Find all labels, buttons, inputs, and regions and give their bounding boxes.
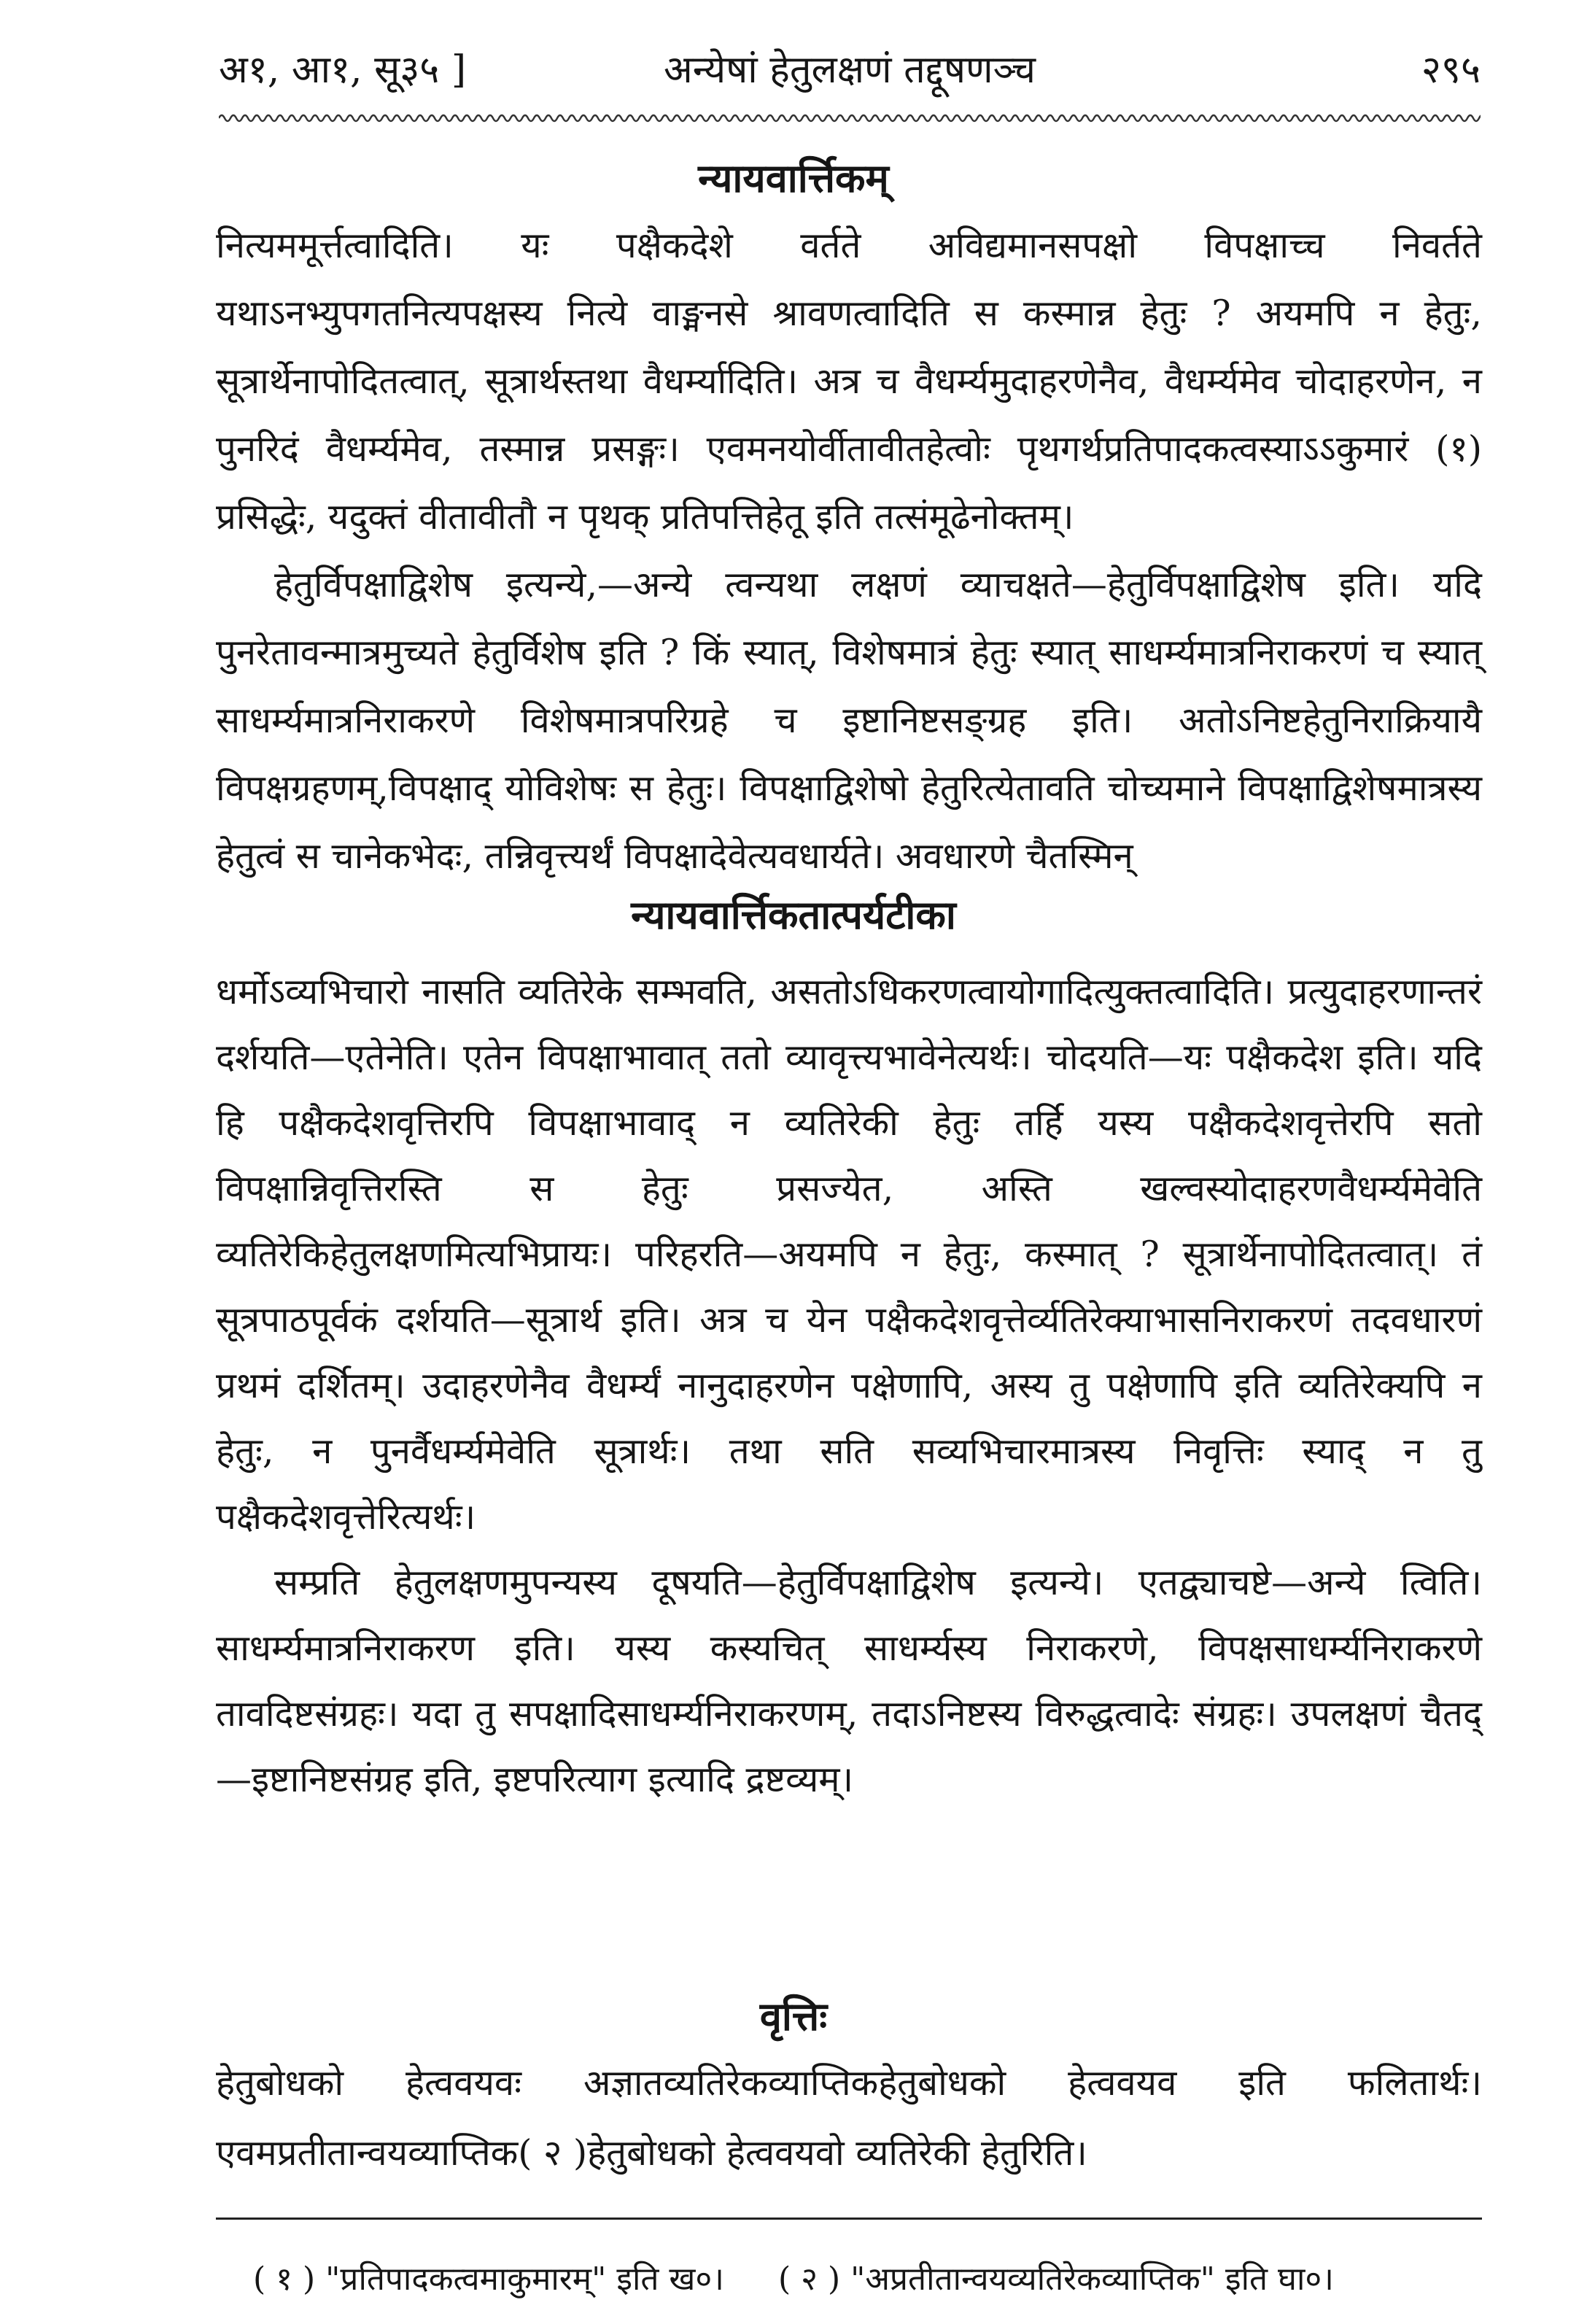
section-body-vritti [216,2048,1482,2188]
paragraph: हेतुर्विपक्षाद्विशेष इत्यन्ये,—अन्ये त्वन्यथा लक्षणं व्याचक्षते—हेतुर्विपक्षाद्विशेष इति। यदि पुनरेतावन्मात्रमुच्यते हेतुर्विशेष इति ? किं स्यात्, विशेषमात्रं हेतुः स्यात् साधर्म्यमात्रनिराकरणं च स्यात् साधर्म्यमात्रनिराकरणे विशेषमात्रपरिग्रहे च इष्टानिष्टसङ्ग्रह इति। अतोऽनिष्टहेतुनिराक्रियायै विपक्षग्रहणम्,विपक्षाद् योविशेषः स हेतुः। विपक्षाद्विशेषो हेतुरित्येतावति चोच्यमाने विपक्षाद्विशेषमात्रस्य हेतुत्वं स चानेकभेदः, तन्निवृत्त्यर्थं विपक्षादेवेत्यवधार्यते। अवधारणे चैतस्मिन् [216,564,1482,877]
footnote: ( १ ) "प्रतिपादकत्वमाकुमारम्" इति ख०। [253,2261,724,2298]
footnote: ( २ ) "अप्रतीतान्वयव्यतिरेकव्याप्तिक" इति घा०। [777,2261,1334,2298]
footnote-separator [216,2218,1482,2220]
section-heading-tika: न्यायवार्त्तिकतात्पर्यटीका [631,891,956,938]
header-title: अन्येषां हेतुलक्षणं तद्दूषणञ्च [663,48,1036,92]
section-body-tika [216,959,1482,1813]
running-header [219,42,1481,101]
header-section-ref: अ१, आ१, सू३५ ] [219,48,467,92]
paragraph: नित्यममूर्त्तत्वादिति। यः पक्षैकदेशे वर्तते अविद्यमानसपक्षो विपक्षाच्च निवर्तते यथाऽनभ्युपगतनित्यपक्षस्य नित्ये वाङ्मनसे श्रावणत्वादिति स कस्मान्न हेतुः ? अयमपि न हेतुः, सूत्रार्थेनापोदितत्वात्, सूत्रार्थस्तथा वैधर्म्यादिति। अत्र च वैधर्म्यमुदाहरणेनैव, वैधर्म्यमेव चोदाहरणेन, न पुनरिदं वैधर्म्यमेव, तस्मान्न प्रसङ्गः। एवमनयोर्वीतावीतहेत्वोः पृथगर्थप्रतिपादकत्वस्याऽऽकुमारं (१) प्रसिद्धेः, यदुक्तं वीतावीतौ न पृथक् प्रतिपत्तिहेतू इति तत्संमूढेनोक्तम्। [216,225,1482,538]
page-number: २९५ [1421,48,1481,92]
paragraph: धर्मोऽव्यभिचारो नासति व्यतिरेके सम्भवति, असतोऽधिकरणत्वायोगादित्युक्तत्वादिति। प्रत्युदाहरणान्तरं दर्शयति—एतेनेति। एतेन विपक्षाभावात् ततो व्यावृत्त्यभावेनेत्यर्थः। चोदयति—यः पक्षैकदेश इति। यदि हि पक्षैकदेशवृत्तिरपि विपक्षाभावाद् न व्यतिरेकी हेतुः तर्हि यस्य पक्षैकदेशवृत्तेरपि सतो विपक्षान्निवृत्तिरस्ति स हेतुः प्रसज्येत, अस्ति खल्वस्योदाहरणवैधर्म्यमेवेति व्यतिरेकिहेतुलक्षणमित्यभिप्रायः। परिहरति—अयमपि न हेतुः, कस्मात् ? सूत्रार्थेनापोदितत्वात्। तं सूत्रपाठपूर्वकं दर्शयति—सूत्रार्थ इति। अत्र च येन पक्षैकदेशवृत्तेर्व्यतिरेक्याभासनिराकरणं तदवधारणं प्रथमं दर्शितम्। उदाहरणेनैव वैधर्म्यं नानुदाहरणेन पक्षेणापि, अस्य तु पक्षेणापि इति व्यतिरेक्यपि न हेतुः, न पुनर्वैधर्म्यमेवेति सूत्रार्थः। तथा सति सव्यभिचारमात्रस्य निवृत्तिः स्याद् न तु पक्षैकदेशवृत्तेरित्यर्थः। [216,971,1482,1538]
section-body-vartika [216,212,1482,890]
paragraph: सम्प्रति हेतुलक्षणमुपन्यस्य दूषयति—हेतुर्विपक्षाद्विशेष इत्यन्ये। एतद्व्याचष्टे—अन्ये त्विति। साधर्म्यमात्रनिराकरण इति। यस्य कस्यचित् साधर्म्यस्य निराकरणे, विपक्षसाधर्म्यनिराकरणे तावदिष्टसंग्रहः। यदा तु सपक्षादिसाधर्म्यनिराकरणम्, तदाऽनिष्टस्य विरुद्धत्वादेः संग्रहः। उपलक्षणं चैतद्—इष्टानिष्टसंग्रह इति, इष्टपरित्याग इत्यादि द्रष्टव्यम्। [216,1562,1482,1800]
section-heading-vartika: न्यायवार्त्तिकम् [698,155,889,201]
paragraph: हेतुबोधको हेत्ववयवः अज्ञातव्यतिरेकव्याप्तिकहेतुबोधको हेत्ववयव इति फलितार्थः। एवमप्रतीतान्वयव्याप्तिक( २ )हेतुबोधको हेत्ववयवो व्यतिरेकी हेतुरिति। [216,2062,1482,2174]
footnotes [0,2255,1587,2299]
header-wavy-rule [219,109,1481,127]
section-heading-vritti: वृत्तिः [759,1993,828,2040]
